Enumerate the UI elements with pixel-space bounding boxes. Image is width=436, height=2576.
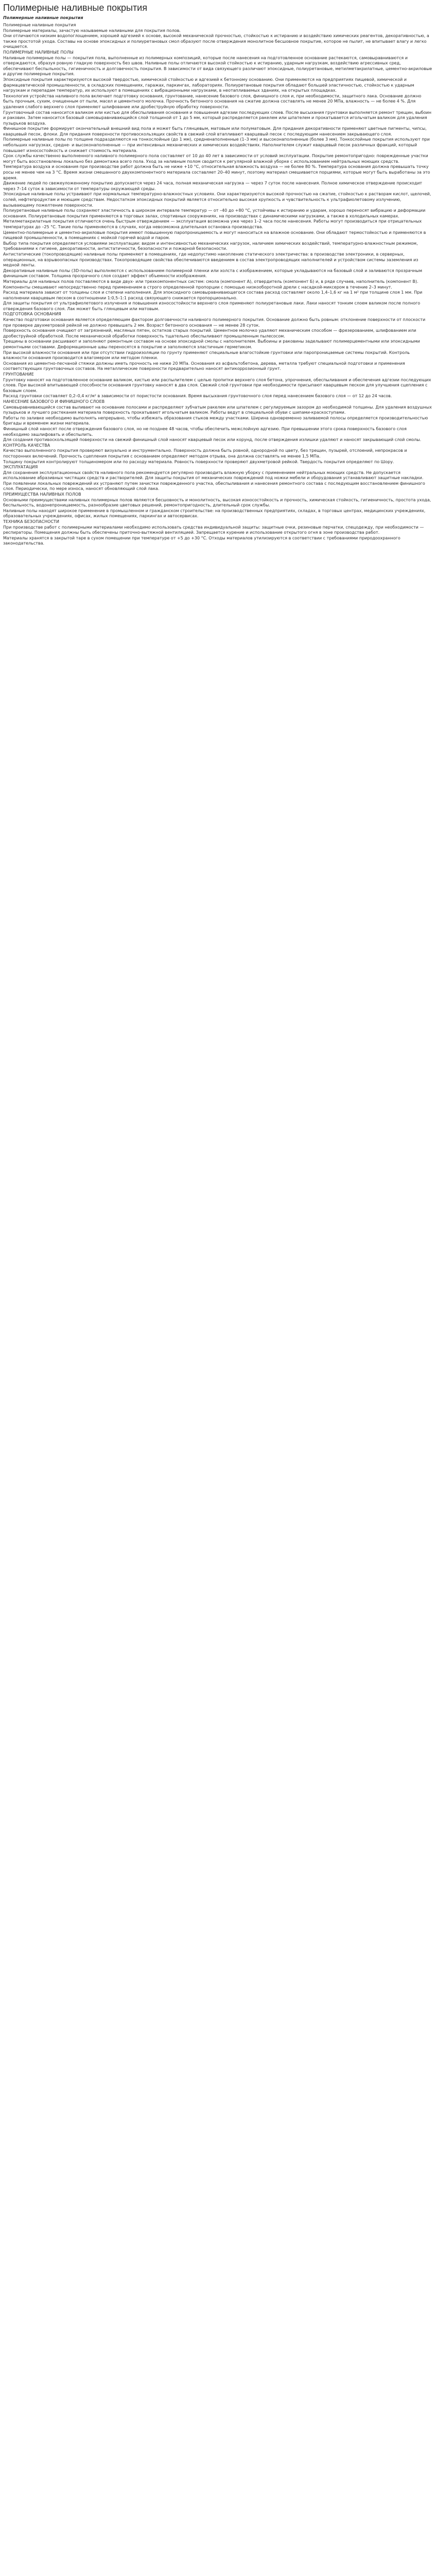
paragraph: Наливные полимерные полы — покрытия пола, выполненные из полимерных композиций, которые после нанесения на подготовленное основание растекаются, самовыравниваются и отверждаются, образуя ровную гладкую поверхность без швов. Наливные полы отличаются высокой стойкостью к истиранию, ударным нагрузкам, воздействию агрессивных сред, обеспечивают беспыльность, гигиеничность и долговечность покрытия. В зависимости от вида связующего различают эпоксидные, полиуретановые, метилметакрилатные, цементно-акриловые и другие полимерные покрытия. bbox=[3, 55, 432, 77]
paragraph: Метилметакрилатные покрытия отличаются очень быстрым отверждением — эксплуатация возможна уже через 1–2 часа после нанесения. Работы могут производиться при отрицательных температурах до –25 °С. Такие полы применяются в случаях, когда невозможна длительная остановка производства. bbox=[3, 219, 422, 229]
paragraph: Температура воздуха и основания при производстве работ должна быть не ниже +10 °С, относительная влажность воздуха — не более 80 %. Температура основания должна превышать точку росы не менее чем на 3 °С. Время жизни смешанного двухкомпонентного материала составляет 20–40 минут, поэтому материал смешивается порциями, которые могут быть выработаны за это время. bbox=[3, 164, 430, 180]
paragraph: Цементно-полимерные и цементно-акриловые покрытия имеют повышенную паропроницаемость и могут наноситься на влажное основание. Они обладают термостойкостью и применяются в пищевой промышленности, в помещениях с мойкой горячей водой и паром. bbox=[3, 230, 426, 241]
paragraph: Антистатические (токопроводящие) наливные полы применяют в помещениях, где недопустимо накопление статического электричества: в производстве электроники, в серверных, операционных, на взрывоопасных производствах. Токопроводящие свойства обеспечиваются введением в состав электропроводящих наполнителей и устройством системы заземления из медной ленты. bbox=[3, 251, 418, 268]
paragraph: Основания из цементно-песчаной стяжки должны иметь прочность не ниже 20 МПа. Основания из асфальтобетона, дерева, металла требуют специальной подготовки и применения соответствующих грунтовочных составов. На металлические поверхности предварительно наносят антикоррозионный грунт. bbox=[3, 361, 405, 371]
section-heading: НАНЕСЕНИЕ БАЗОВОГО И ФИНИШНОГО СЛОЕВ bbox=[3, 399, 105, 404]
section-heading: ГРУНТОВАНИЕ bbox=[3, 372, 34, 377]
document-title: Полимерные наливные покрытия bbox=[3, 3, 147, 13]
paragraph: Работы по заливке необходимо выполнять непрерывно, чтобы избежать образования стыков между участками. Ширина одновременно заливаемой полосы определяется производительностью бригады и временем жизни материала. bbox=[3, 415, 428, 426]
paragraph: Декоративные наливные полы (3D-полы) выполняются с использованием полимерной пленки или холста с изображением, которые укладываются на базовый слой и заливаются прозрачным финишным составом. Толщина прозрачного слоя создает эффект объемности изображения. bbox=[3, 268, 423, 279]
paragraph: Толщину покрытия контролируют толщиномером или по расходу материала. Ровность поверхности проверяют двухметровой рейкой. Твердость покрытия определяют по Шору. bbox=[3, 459, 394, 464]
paragraph: Полиуретановые наливные полы сохраняют эластичность в широком интервале температур — от –40 до +80 °С, устойчивы к истиранию и ударам, хорошо переносят вибрацию и деформации основания. Полиуретановые покрытия применяются в торговых залах, спортивных сооружениях, на производствах с динамическими нагрузками, а также в холодильных камерах. bbox=[3, 208, 426, 218]
paragraph: Трещины в основании расшивают и заполняют ремонтным составом на основе эпоксидной смолы с наполнителем. Выбоины и раковины заделывают полимерцементными или эпоксидными ремонтными составами. Деформационные швы переносятся в покрытие и заполняются эластичным герметиком. bbox=[3, 339, 420, 350]
paragraph: Наливные полы находят широкое применение в промышленном и гражданском строительстве: на производственных предприятиях, складах, в торговых центрах, медицинских учреждениях, образовательных учреждениях, офисах, жилых помещениях, паркингах и автосервисах. bbox=[3, 508, 426, 519]
paragraph: Качество выполненного покрытия проверяют визуально и инструментально. Поверхность должна быть ровной, однородной по цвету, без трещин, пузырей, отслоений, непрокрасов и посторонних включений. Прочность сцепления покрытия с основанием определяют методом отрыва, она должна составлять не менее 1,5 МПа. bbox=[3, 448, 407, 459]
paragraph: Для защиты покрытия от ультрафиолетового излучения и повышения износостойкости верхнего слоя применяют полиуретановые лаки. Лаки наносят тонким слоем валиком после полного отверждения базового слоя. Лак может быть глянцевым или матовым. bbox=[3, 301, 421, 311]
document-subtitle: Полимерные наливные покрытия bbox=[3, 15, 83, 20]
paragraph: Финишное покрытие формирует окончательный внешний вид пола и может быть глянцевым, матовым или полуматовым. Для придания декоративности применяют цветные пигменты, чипсы, кварцевый песок, флоки. Для придания поверхности противоскользящих свойств в свежий слой втапливают кварцевый песок с последующим нанесением закрывающего слоя. bbox=[3, 126, 427, 137]
paragraph: Движение людей по свежеуложенному покрытию допускается через 24 часа, полная механическая нагрузка — через 7 суток после нанесения. Полное химическое отверждение происходит через 7–14 суток в зависимости от температуры окружающей среды. bbox=[3, 181, 423, 191]
paragraph: Материалы хранятся в закрытой таре в сухом помещении при температуре от +5 до +30 °С. Отходы материалов утилизируются в соответствии с требованиями природоохранного законодательства. bbox=[3, 535, 400, 546]
paragraph: Расход грунтовки составляет 0,2–0,4 кг/м² в зависимости от пористости основания. Время высыхания грунтовочного слоя перед нанесением базового слоя — от 12 до 24 часов. bbox=[3, 394, 392, 399]
section-heading: ПРЕИМУЩЕСТВА НАЛИВНЫХ ПОЛОВ bbox=[3, 492, 81, 497]
paragraph: Полимерные материалы, зачастую называемые наливными для покрытия полов. bbox=[3, 28, 181, 33]
paragraph: Грунтовочный состав наносится валиком или кистью для обеспыливания основания и повышения адгезии последующих слоев. После высыхания грунтовки выполняется ремонт трещин, выбоин и раковин. Затем наносится базовый самовыравнивающийся слой толщиной от 1 до 5 мм, который распределяется ракелем или шпателем и прокатывается игольчатым валиком для удаления пузырьков воздуха. bbox=[3, 110, 432, 126]
paragraph: Расход материала зависит от толщины слоя и степени наполнения. Для эпоксидного самовыравнивающегося состава расход составляет около 1,4–1,6 кг на 1 м² при толщине слоя 1 мм. При наполнении кварцевым песком в соотношении 1:0,5–1:1 расход связующего снижается пропорционально. bbox=[3, 290, 423, 300]
document-body bbox=[3, 23, 433, 547]
paragraph: При появлении локальных повреждений их устраняют путем зачистки поврежденного участка, обеспыливания и нанесения ремонтного состава с последующим восстановлением финишного слоя. Периодически, по мере износа, наносят обновляющий слой лака. bbox=[3, 481, 425, 492]
paragraph: Полимерные наливные полы по толщине подразделяются на тонкослойные (до 1 мм), средненаполненные (1–3 мм) и высоконаполненные (более 3 мм). Тонкослойные покрытия используют при небольших нагрузках, средне- и высоконаполненные — при интенсивных механических и химических воздействиях. Наполнителем служит кварцевый песок различных фракций, который повышает износостойкость и снижает стоимость материала. bbox=[3, 137, 430, 153]
paragraph: Эпоксидные наливные полы устраивают при нормальных температурно-влажностных условиях. Они характеризуются высокой прочностью на сжатие, стойкостью к растворам кислот, щелочей, солей, нефтепродуктам и моющим средствам. Недостатком эпоксидных покрытий является относительно высокая хрупкость и чувствительность к ультрафиолетовому излучению, вызывающему пожелтение поверхности. bbox=[3, 192, 431, 208]
paragraph: При высокой влажности основания или при отсутствии гидроизоляции по грунту применяют специальные влагостойкие грунтовки или паропроницаемые системы покрытий. Контроль влажности основания производится влагомером или методом пленки. bbox=[3, 350, 410, 361]
paragraph: Технология устройства наливного пола включает подготовку основания, грунтование, нанесение базового слоя, финишного слоя и, при необходимости, защитного лака. Основание должно быть прочным, сухим, очищенным от пыли, масел и цементного молочка. Прочность бетонного основания на сжатие должна составлять не менее 20 МПа, влажность — не более 4 %. Для удаления слабого верхнего слоя применяют шлифование или дробеструйную обработку поверхности. bbox=[3, 93, 422, 109]
paragraph: Срок службы качественно выполненного наливного полимерного пола составляет от 10 до 40 лет в зависимости от условий эксплуатации. Покрытие ремонтопригодно: поврежденные участки могут быть восстановлены локально без демонтажа всего пола. Уход за наливным полом сводится к регулярной влажной уборке с использованием нейтральных моющих средств. bbox=[3, 154, 428, 164]
paragraph: Выбор типа покрытия определяется условиями эксплуатации: видом и интенсивностью механических нагрузок, наличием химических воздействий, температурно-влажностным режимом, требованиями к гигиене, декоративности, антистатичности, безопасности и пожарной безопасности. bbox=[3, 241, 418, 251]
paragraph: Материалы для наливных полов поставляются в виде двух- или трехкомпонентных систем: смола (компонент А), отвердитель (компонент Б) и, в ряде случаев, наполнитель (компонент В). Компоненты смешивают непосредственно перед применением в строго определенной пропорции с помощью низкооборотной дрели с насадкой-миксером в течение 2–3 минут. bbox=[3, 279, 418, 290]
paragraph: Основными преимуществами наливных полимерных полов являются бесшовность и монолитность, высокая износостойкость и прочность, химическая стойкость, гигиеничность, простота ухода, беспыльность, водонепроницаемость, разнообразие цветовых решений, ремонтопригодность, длительный срок службы. bbox=[3, 497, 431, 508]
paragraph: При производстве работ с полимерными материалами необходимо использовать средства индивидуальной защиты: защитные очки, резиновые перчатки, спецодежду, при необходимости — респираторы. Помещения должны быть обеспечены приточно-вытяжной вентиляцией. Запрещается курение и использование открытого огня в зоне производства работ. bbox=[3, 524, 424, 535]
paragraph: Они отличаются низким водопоглощением, хорошей адгезией к основе, высокой механической прочностью, стойкостью к истиранию и воздействию химических реагентов, декоративностью, а также простотой ухода. Составы на основе эпоксидных и полиуретановых смол образуют после отверждения монолитное бесшовное покрытие, которое не пылит, не впитывает влагу и легко очищается. bbox=[3, 33, 429, 49]
section-heading: ПОДГОТОВКА ОСНОВАНИЯ bbox=[3, 312, 61, 317]
section-heading: КОНТРОЛЬ КАЧЕСТВА bbox=[3, 443, 50, 448]
paragraph: Для сохранения эксплуатационных свойств наливного пола рекомендуется регулярно производить влажную уборку с применением нейтральных моющих средств. Не допускается использование абразивных чистящих средств и растворителей. Для защиты покрытия от механических повреждений под ножки мебели и оборудования устанавливают защитные накладки. bbox=[3, 470, 424, 481]
paragraph: Полимерные наливные покрытия bbox=[3, 23, 76, 27]
paragraph: Финишный слой наносят после отверждения базового слоя, но не позднее 48 часов, чтобы обеспечить межслойную адгезию. При превышении этого срока поверхность базового слоя необходимо зашлифовать и обеспылить. bbox=[3, 426, 407, 437]
section-heading: ПОЛИМЕРНЫЕ НАЛИВНЫЕ ПОЛЫ bbox=[3, 49, 74, 55]
paragraph: Для создания противоскользящей поверхности на свежий финишный слой наносят кварцевый песок или корунд, после отверждения излишки удаляют и наносят закрывающий слой смолы. bbox=[3, 437, 422, 443]
paragraph: Самовыравнивающийся состав выливают на основание полосами и распределяют зубчатым ракелем или шпателем с регулируемым зазором до необходимой толщины. Для удаления воздушных пузырьков и лучшего растекания материала поверхность прокатывают игольчатым валиком. Работы ведут в специальной обуви с шипами-краскоступами. bbox=[3, 404, 432, 415]
section-heading: ТЕХНИКА БЕЗОПАСНОСТИ bbox=[3, 519, 59, 524]
paragraph: Качество подготовки основания является определяющим фактором долговечности наливного полимерного покрытия. Основание должно быть ровным: отклонение поверхности от плоскости при проверке двухметровой рейкой не должно превышать 2 мм. Возраст бетонного основания — не менее 28 суток. bbox=[3, 317, 426, 328]
paragraph: Грунтовку наносят на подготовленное основание валиком, кистью или распылителем с целью пропитки верхнего слоя бетона, упрочнения, обеспыливания и обеспечения адгезии последующих слоев. При высокой впитывающей способности основания грунтовку наносят в два слоя. Свежий слой грунтовки при необходимости присыпают кварцевым песком для улучшения сцепления с базовым слоем. bbox=[3, 377, 431, 393]
paragraph: Эпоксидные покрытия характеризуются высокой твердостью, химической стойкостью и адгезией к бетонному основанию. Они применяются на предприятиях пищевой, химической и фармацевтической промышленности, в складских помещениях, гаражах, паркингах, лабораториях. Полиуретановые покрытия обладают большей эластичностью, стойкостью к ударным нагрузкам и перепадам температур, их используют в помещениях с вибрационными нагрузками, в неотапливаемых зданиях, на открытых площадках. bbox=[3, 77, 414, 93]
section-heading: ЭКСПЛУАТАЦИЯ bbox=[3, 465, 38, 470]
paragraph: Поверхность основания очищают от загрязнений, масляных пятен, остатков старых покрытий. Цементное молочко удаляют механическим способом — фрезерованием, шлифованием или дробеструйной обработкой. После механической обработки поверхность тщательно обеспыливают промышленным пылесосом. bbox=[3, 328, 416, 338]
